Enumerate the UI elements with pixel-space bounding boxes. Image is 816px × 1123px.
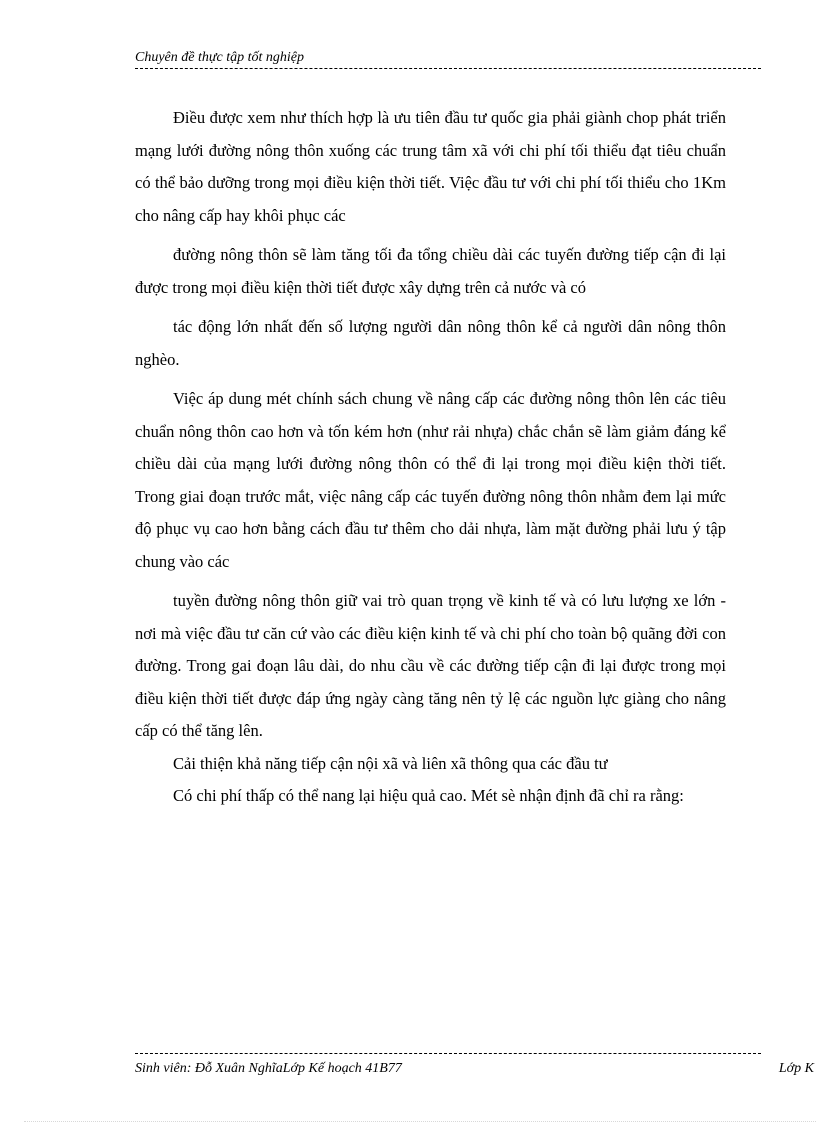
- footer-class-info: Lớp K: [778, 1061, 814, 1076]
- header-title: Chuyên đề thực tập tốt nghiệp: [135, 50, 304, 65]
- footer-student-info: Sinh viên: Đỗ Xuân NghĩaLớp Kế hoạch 41B77: [135, 1061, 402, 1076]
- document-body: [135, 102, 726, 813]
- page-bottom-edge: [24, 1121, 816, 1122]
- footer-divider: [135, 1053, 761, 1054]
- paragraph-4: Việc áp dung mét chính sách chung về nâng cấp các đường nông thôn lên các tiêu chuẩn nông thôn cao hơn và tốn kém hơn (như rải nhựa) chắc chắn sẽ làm giảm đáng kể chiều dài của mạng lưới đường nông thôn có thể đi lại trong mọi điều kiện thời tiết. Trong giai đoạn trước mắt, việc nâng cấp các tuyến đường nông thôn nhằm đem lại mức độ phục vụ cao hơn bằng cách đầu tư thêm cho dải nhựa, làm mặt đường phải lưu ý tập chung vào các: [135, 389, 726, 571]
- paragraph-7: Có chi phí thấp có thể nang lại hiệu quả cao. Mét sè nhận định đã chỉ ra rằng:: [173, 786, 684, 805]
- paragraph-2: đường nông thôn sẽ làm tăng tối đa tổng chiều dài các tuyến đường tiếp cận đi lại được trong mọi điều kiện thời tiết được xây dựng trên cả nước và có: [135, 245, 726, 297]
- paragraph-3: tác động lớn nhất đến số lượng người dân nông thôn kể cả người dân nông thôn nghèo.: [135, 317, 726, 369]
- paragraph-5: tuyền đường nông thôn giữ vai trò quan trọng về kinh tế và có lưu lượng xe lớn - nơi mà việc đầu tư căn cứ vào các điều kiện kinh tế và chi phí cho toàn bộ quãng đời con đường. Trong gai đoạn lâu dài, do nhu cầu về các đường tiếp cận đi lại được trong mọi điều kiện thời tiết được đáp ứng ngày càng tăng nên tỷ lệ các nguồn lực giàng cho nâng cấp có thể tăng lên.: [135, 591, 726, 740]
- page-footer: [135, 1060, 816, 1078]
- page-header: [135, 49, 761, 69]
- paragraph-6: Cải thiện khả năng tiếp cận nội xã và liên xã thông qua các đầu tư: [173, 753, 608, 773]
- paragraph-1: Điều được xem như thích hợp là ưu tiên đầu tư quốc gia phải giành chop phát triển mạng lưới đường nông thôn xuống các trung tâm xã với chi phí tối thiểu đạt tiêu chuẩn có thể bảo dưỡng trong mọi điều kiện thời tiết. Việc đầu tư với chi phí tối thiểu cho 1Km cho nâng cấp hay khôi phục các: [135, 108, 726, 225]
